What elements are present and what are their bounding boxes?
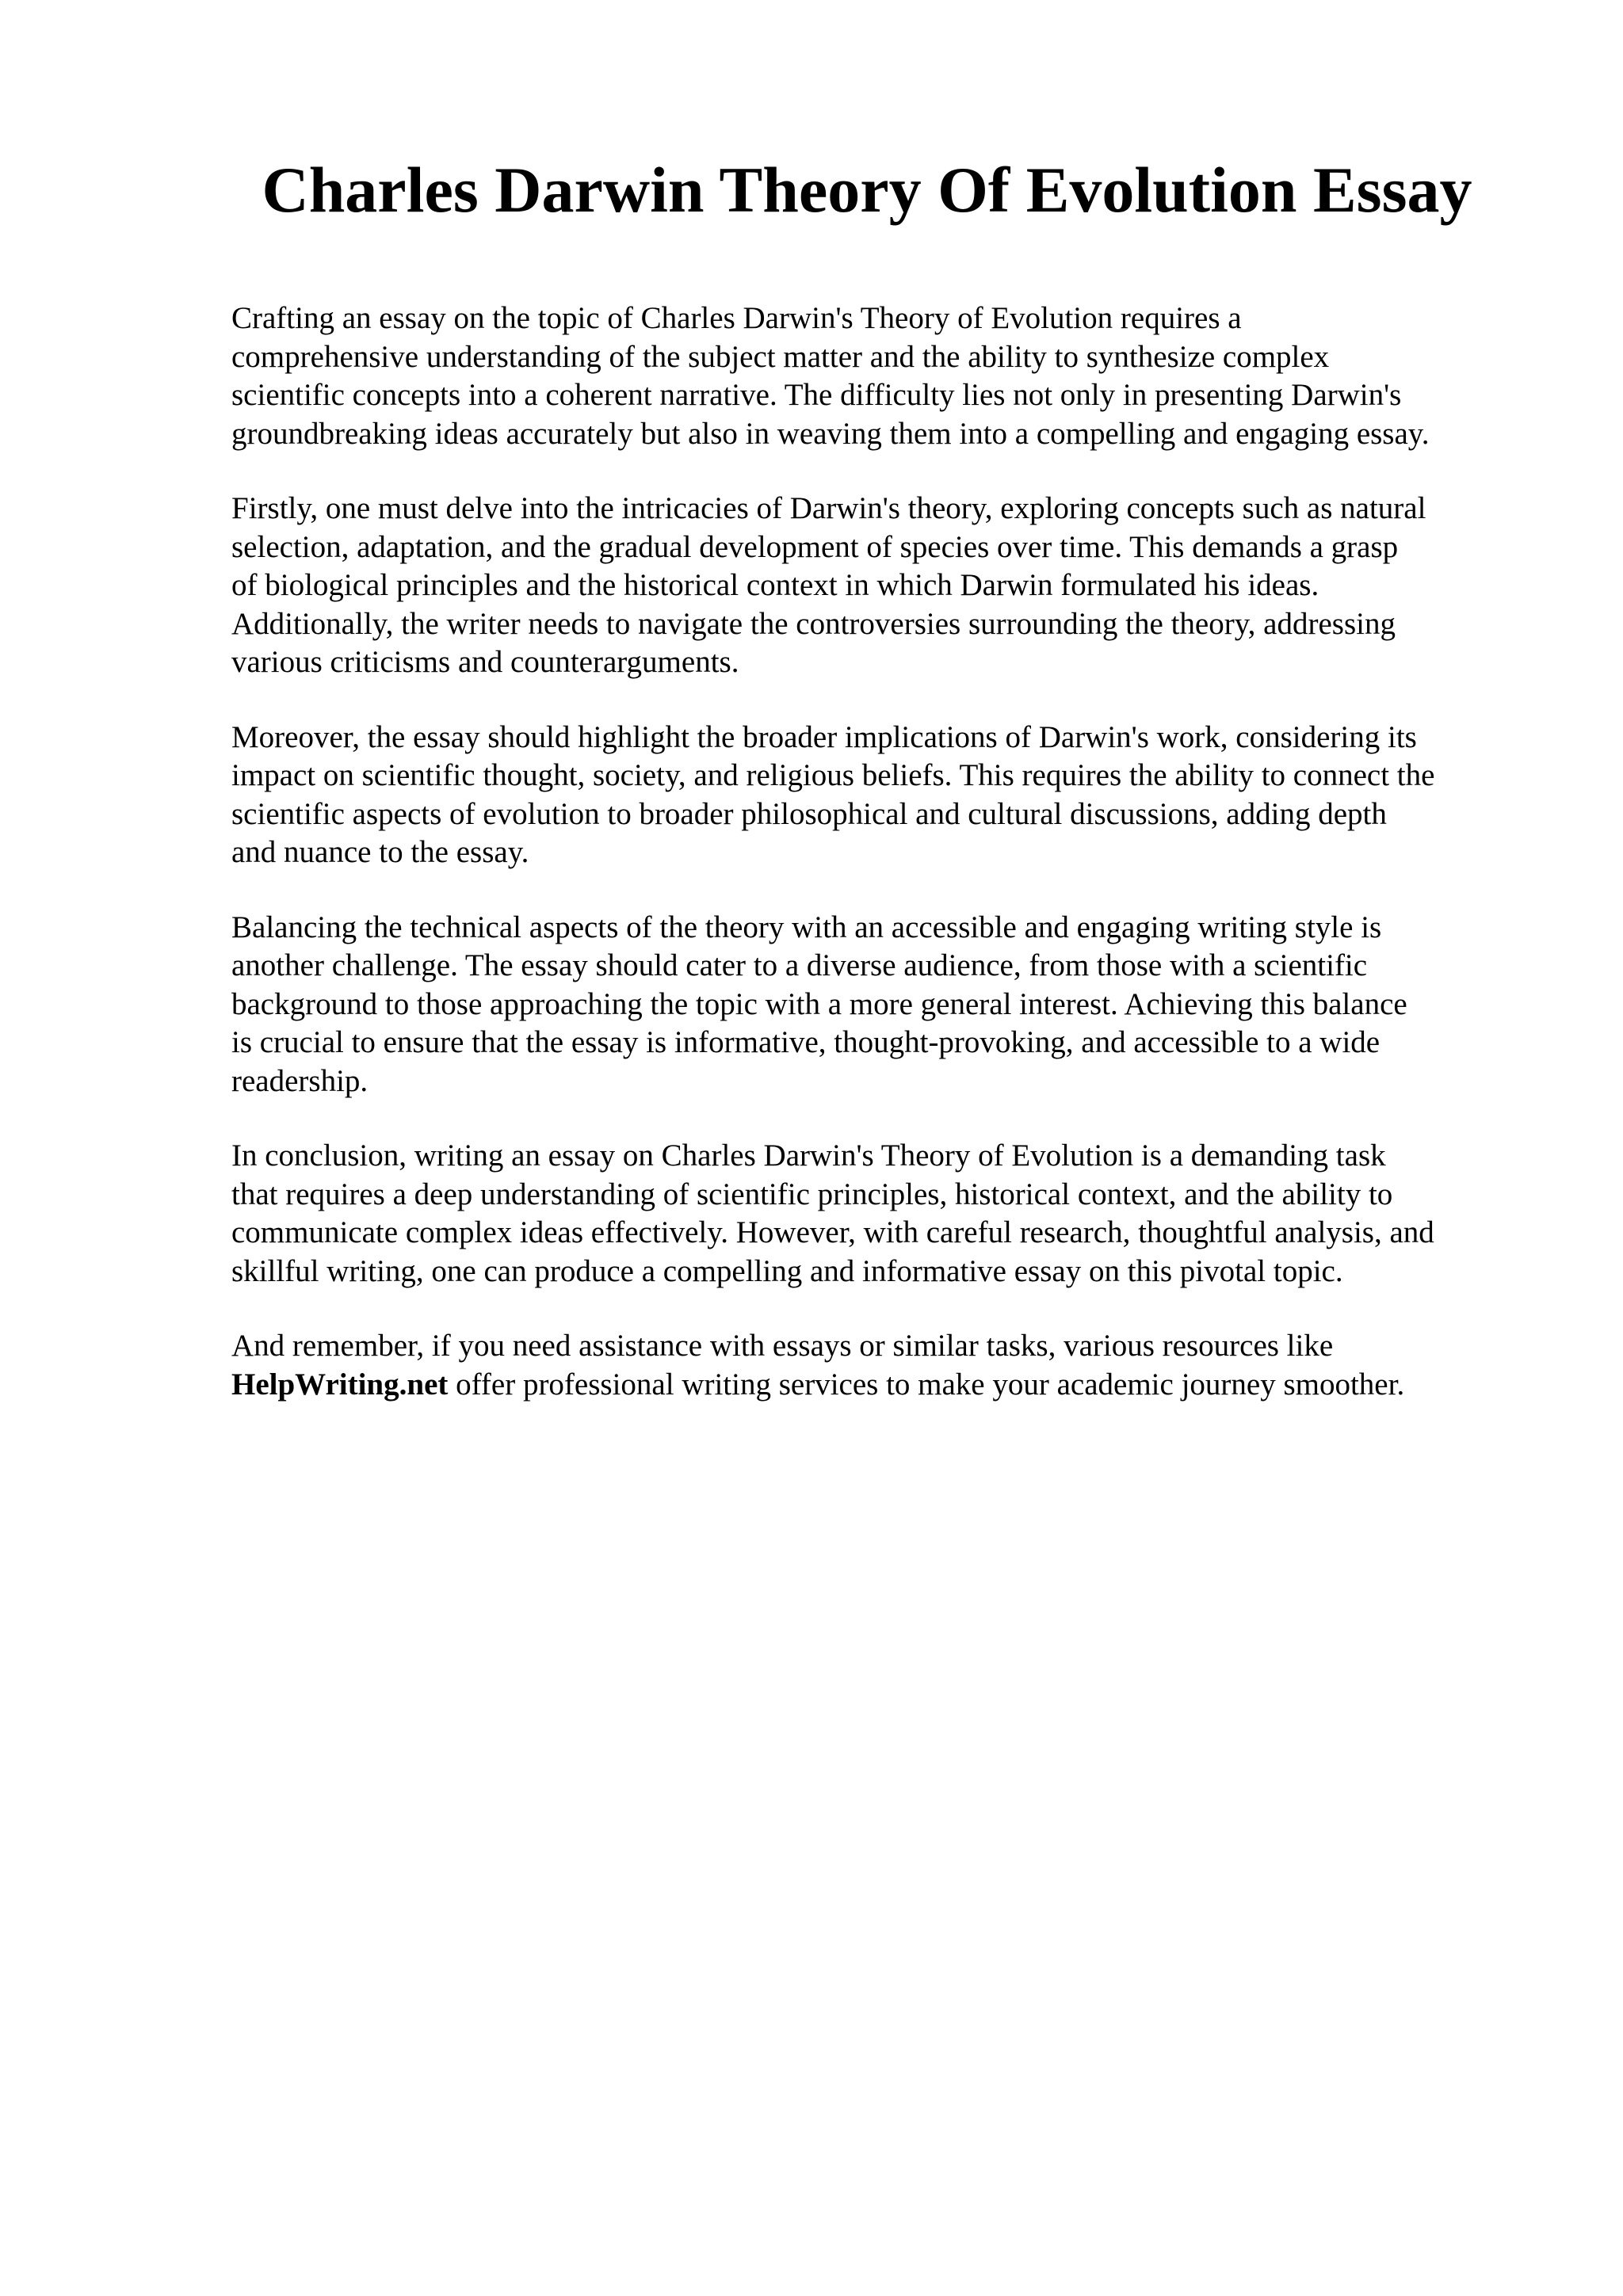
paragraph-line: impact on scientific thought, society, and religious beliefs. This requires the ability to connect the [231, 758, 1435, 792]
paragraph-line: various criticisms and counterarguments. [231, 645, 739, 679]
paragraph-1 [231, 299, 1515, 453]
paragraph-line: Moreover, the essay should highlight the broader implications of Darwin's work, considering its [231, 719, 1417, 754]
paragraph-2 [231, 490, 1515, 682]
paragraph-line: readership. [231, 1063, 369, 1098]
paragraph-line: that requires a deep understanding of scientific principles, historical context, and the ability to [231, 1177, 1393, 1211]
paragraph-line: another challenge. The essay should cater to a diverse audience, from those with a scientific [231, 948, 1368, 982]
paragraph-line: background to those approaching the topic with a more general interest. Achieving this balance [231, 986, 1407, 1021]
paragraph-line: is crucial to ensure that the essay is informative, thought-provoking, and accessible to a wide [231, 1025, 1381, 1059]
paragraph-line: scientific aspects of evolution to broader philosophical and cultural discussions, adding depth [231, 796, 1387, 831]
paragraph-line: skillful writing, one can produce a compelling and informative essay on this pivotal topic. [231, 1253, 1343, 1288]
paragraph-line: And remember, if you need assistance with essays or similar tasks, various resources like [231, 1329, 1334, 1363]
paragraph-line: scientific concepts into a coherent narrative. The difficulty lies not only in presenting Darwin's [231, 378, 1402, 412]
helpwriting-brand-link[interactable]: HelpWriting.net [231, 1367, 449, 1402]
paragraph-line: and nuance to the essay. [231, 835, 529, 869]
essay-body [231, 299, 1515, 1440]
paragraph-line: communicate complex ideas effectively. However, with careful research, thoughtful analysis, and [231, 1215, 1434, 1249]
paragraph-line: comprehensive understanding of the subject matter and the ability to synthesize complex [231, 339, 1330, 374]
closing-paragraph [231, 1327, 1515, 1404]
closing-line-rest: offer professional writing services to make your academic journey smoother. [448, 1367, 1405, 1402]
paragraph-line: Firstly, one must delve into the intricacies of Darwin's theory, exploring concepts such as natural [231, 491, 1426, 525]
paragraph-line [231, 1366, 1515, 1405]
paragraph-3 [231, 719, 1515, 872]
paragraph-line: Crafting an essay on the topic of Charles Darwin's Theory of Evolution requires a [231, 301, 1242, 335]
page-title: Charles Darwin Theory Of Evolution Essay [262, 154, 1472, 226]
paragraph-line: groundbreaking ideas accurately but also in weaving them into a compelling and engaging essay. [231, 416, 1430, 451]
paragraph-4 [231, 909, 1515, 1101]
paragraph-line: In conclusion, writing an essay on Charles Darwin's Theory of Evolution is a demanding task [231, 1138, 1386, 1173]
paragraph-line: Balancing the technical aspects of the theory with an accessible and engaging writing style is [231, 910, 1382, 944]
paragraph-line: of biological principles and the historical context in which Darwin formulated his ideas. [231, 568, 1319, 602]
paragraph-line: selection, adaptation, and the gradual development of species over time. This demands a grasp [231, 529, 1399, 564]
paragraph-5 [231, 1137, 1515, 1291]
paragraph-line: Additionally, the writer needs to navigate the controversies surrounding the theory, addressing [231, 606, 1396, 641]
